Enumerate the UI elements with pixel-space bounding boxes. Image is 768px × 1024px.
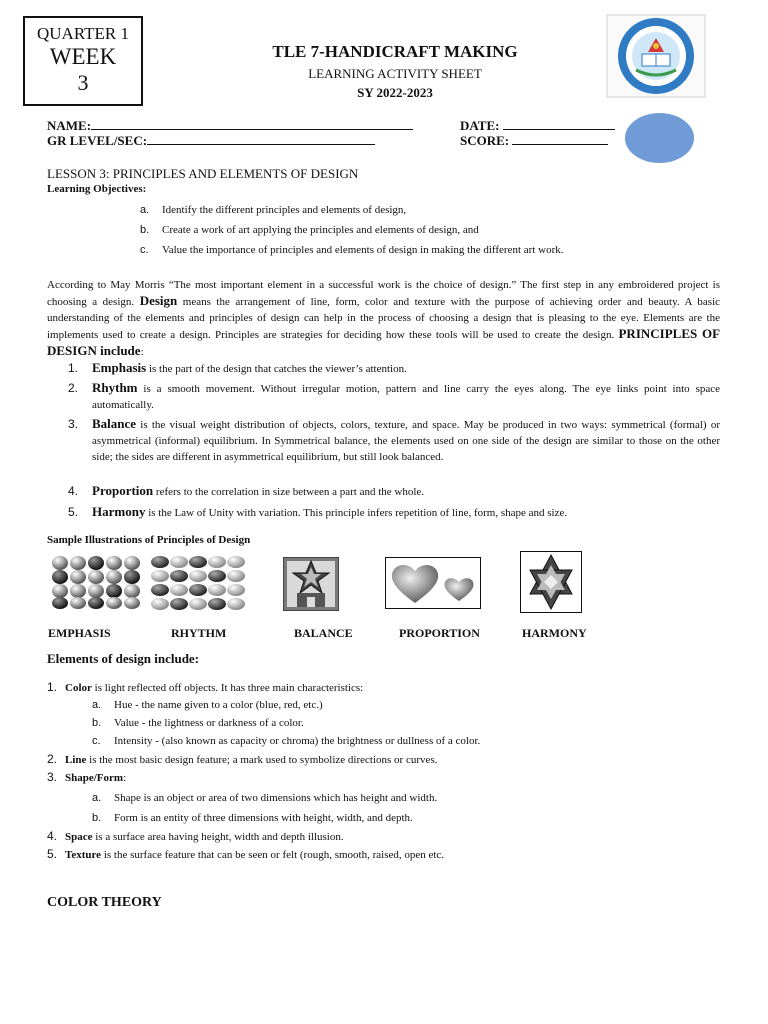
objective-item [140,244,563,256]
harmony-label: HARMONY [522,626,587,640]
element-number: 2. [47,752,58,766]
principle-item [68,360,720,377]
rhythm-label: RHYTHM [171,626,227,640]
element-text: : [123,772,127,784]
principle-term: Emphasis [92,360,147,375]
intro-text-2: means the arrangement of line, form, color and texture with the purpose of achieving order and beauty. A basic understanding of the elements and principles of design can help in the process of choosing a design that is pleasing to the eye. Elements are the implements used to create a design. Principles are strategies for deciding how these tools will be used to create the design. [47,296,721,341]
principle-text: is the Law of Unity with variation. This principle infers repetition of line, form, shape and size. [145,507,568,519]
objectives-heading: Learning Objectives: [47,183,147,195]
principle-number: 1. [68,361,79,375]
grade-field-row [47,133,375,149]
sub-marker: b. [92,717,102,729]
element-item [47,769,126,786]
objective-item [140,204,406,216]
principle-item [68,483,720,500]
element-term: Space [65,831,93,843]
element-number: 1. [47,680,58,694]
principles-heading-colon: : [140,346,144,358]
proportion-illustration [385,557,481,614]
element-item [47,751,437,768]
sub-text: Value - the lightness or darkness of a color. [114,717,304,729]
element-item [47,846,444,863]
design-term: Design [139,293,178,308]
principle-item [68,380,720,413]
principle-text: is the part of the design that catches the viewer’s attention. [146,363,407,375]
quarter-week-box [23,16,143,106]
element-sub-item [92,790,437,806]
element-item [47,679,363,696]
school-year: SY 2022-2023 [357,85,433,100]
principle-term: Balance [92,416,137,431]
objective-text: Identify the different principles and elements of design, [162,204,407,216]
element-sub-item [92,715,304,731]
proportion-label: PROPORTION [399,626,480,640]
element-term: Color [65,682,92,694]
element-number: 3. [47,770,58,784]
principle-term: Proportion [92,483,154,498]
principle-number: 2. [68,381,79,395]
objective-marker: c. [140,244,149,256]
date-input-line[interactable] [503,118,615,130]
samples-heading: Sample Illustrations of Principles of Design [47,534,251,546]
principle-term: Harmony [92,504,146,519]
sub-marker: a. [92,792,102,804]
element-term: Line [65,754,87,766]
element-text: is a surface area having height, width and depth illusion. [92,831,344,843]
score-input-line[interactable] [512,133,608,145]
document-subtitle: LEARNING ACTIVITY SHEET [308,66,482,81]
sub-text: Shape is an object or area of two dimensions which has height and width. [114,792,438,804]
principle-number: 4. [68,484,79,498]
lesson-title: LESSON 3: PRINCIPLES AND ELEMENTS OF DESIGN [47,166,359,181]
element-term: Texture [65,849,102,861]
score-oval [625,113,694,163]
balance-illustration [283,557,339,616]
emphasis-illustration [50,554,150,615]
principle-number: 5. [68,505,79,519]
color-theory-heading: COLOR THEORY [47,895,162,910]
sub-marker: b. [92,812,102,824]
principle-item [68,416,720,465]
element-sub-item [92,733,480,749]
elements-heading: Elements of design include: [47,651,200,666]
element-number: 4. [47,829,58,843]
element-term: Shape/Form [65,772,124,784]
principle-text: is a smooth movement. Without irregular motion, pattern and line carry the eyes along. The eye links point into space automatically. [92,383,720,411]
element-text: is light reflected off objects. It has three main characteristics: [91,682,364,694]
principle-text: refers to the correlation in size between a part and the whole. [153,486,425,498]
balance-label: BALANCE [294,626,353,640]
objective-item [140,224,479,236]
principle-text: is the visual weight distribution of objects, colors, texture, and space. May be produced in two ways: symmetrical (formal) or asymmetrical (informal) equilibrium. In Symmetrical balance, the elements used on one side of the design are similar to those on the other side; the sides are different in asymmetrical equilibrium, but still look balanced. [92,419,720,463]
intro-text-1: According to May Morris “The most important element in a successful work is the choice of design.” The first step in any embroidered project is choosing a design. [47,279,720,308]
score-label: SCORE: [460,133,510,148]
objective-text: Value the importance of principles and elements of design in making the different art work. [162,244,564,256]
name-input-line[interactable] [91,118,413,130]
week-label: WEEK [49,44,117,69]
name-field-row [47,118,413,134]
principle-term: Rhythm [92,380,138,395]
document-title: TLE 7-HANDICRAFT MAKING [272,42,518,61]
element-sub-item [92,810,413,826]
element-text: is the most basic design feature; a mark used to symbolize directions or curves. [86,754,438,766]
principle-number: 3. [68,417,79,431]
week-number: 3 [77,70,89,95]
rhythm-illustration [150,554,248,621]
emphasis-label: EMPHASIS [48,626,111,640]
element-sub-item [92,697,323,713]
score-field-row [460,133,608,149]
objective-text: Create a work of art applying the principles and elements of design, and [162,224,479,236]
element-text: is the surface feature that can be seen or felt (rough, smooth, raised, open etc. [101,849,445,861]
grade-input-line[interactable] [147,133,375,145]
name-label: NAME: [47,118,92,133]
grade-label: GR LEVEL/SEC: [47,133,148,148]
objective-marker: b. [140,224,150,236]
date-field-row [460,118,615,134]
sub-marker: a. [92,699,102,711]
school-logo [606,14,706,98]
element-number: 5. [47,847,58,861]
sub-text: Intensity - (also known as capacity or chroma) the brightness or dullness of a color. [114,735,481,747]
objective-marker: a. [140,204,150,216]
sub-text: Hue - the name given to a color (blue, red, etc.) [114,699,323,711]
principles-heading: PRINCIPLES OF DESIGN include [47,326,721,358]
principle-item [68,504,720,521]
date-label: DATE: [460,118,500,133]
intro-paragraph [47,277,720,360]
sub-marker: c. [92,735,101,747]
sub-text: Form is an entity of three dimensions with height, width, and depth. [114,812,413,824]
harmony-illustration [520,551,582,618]
element-item [47,828,344,845]
quarter-label: QUARTER 1 [36,24,129,43]
